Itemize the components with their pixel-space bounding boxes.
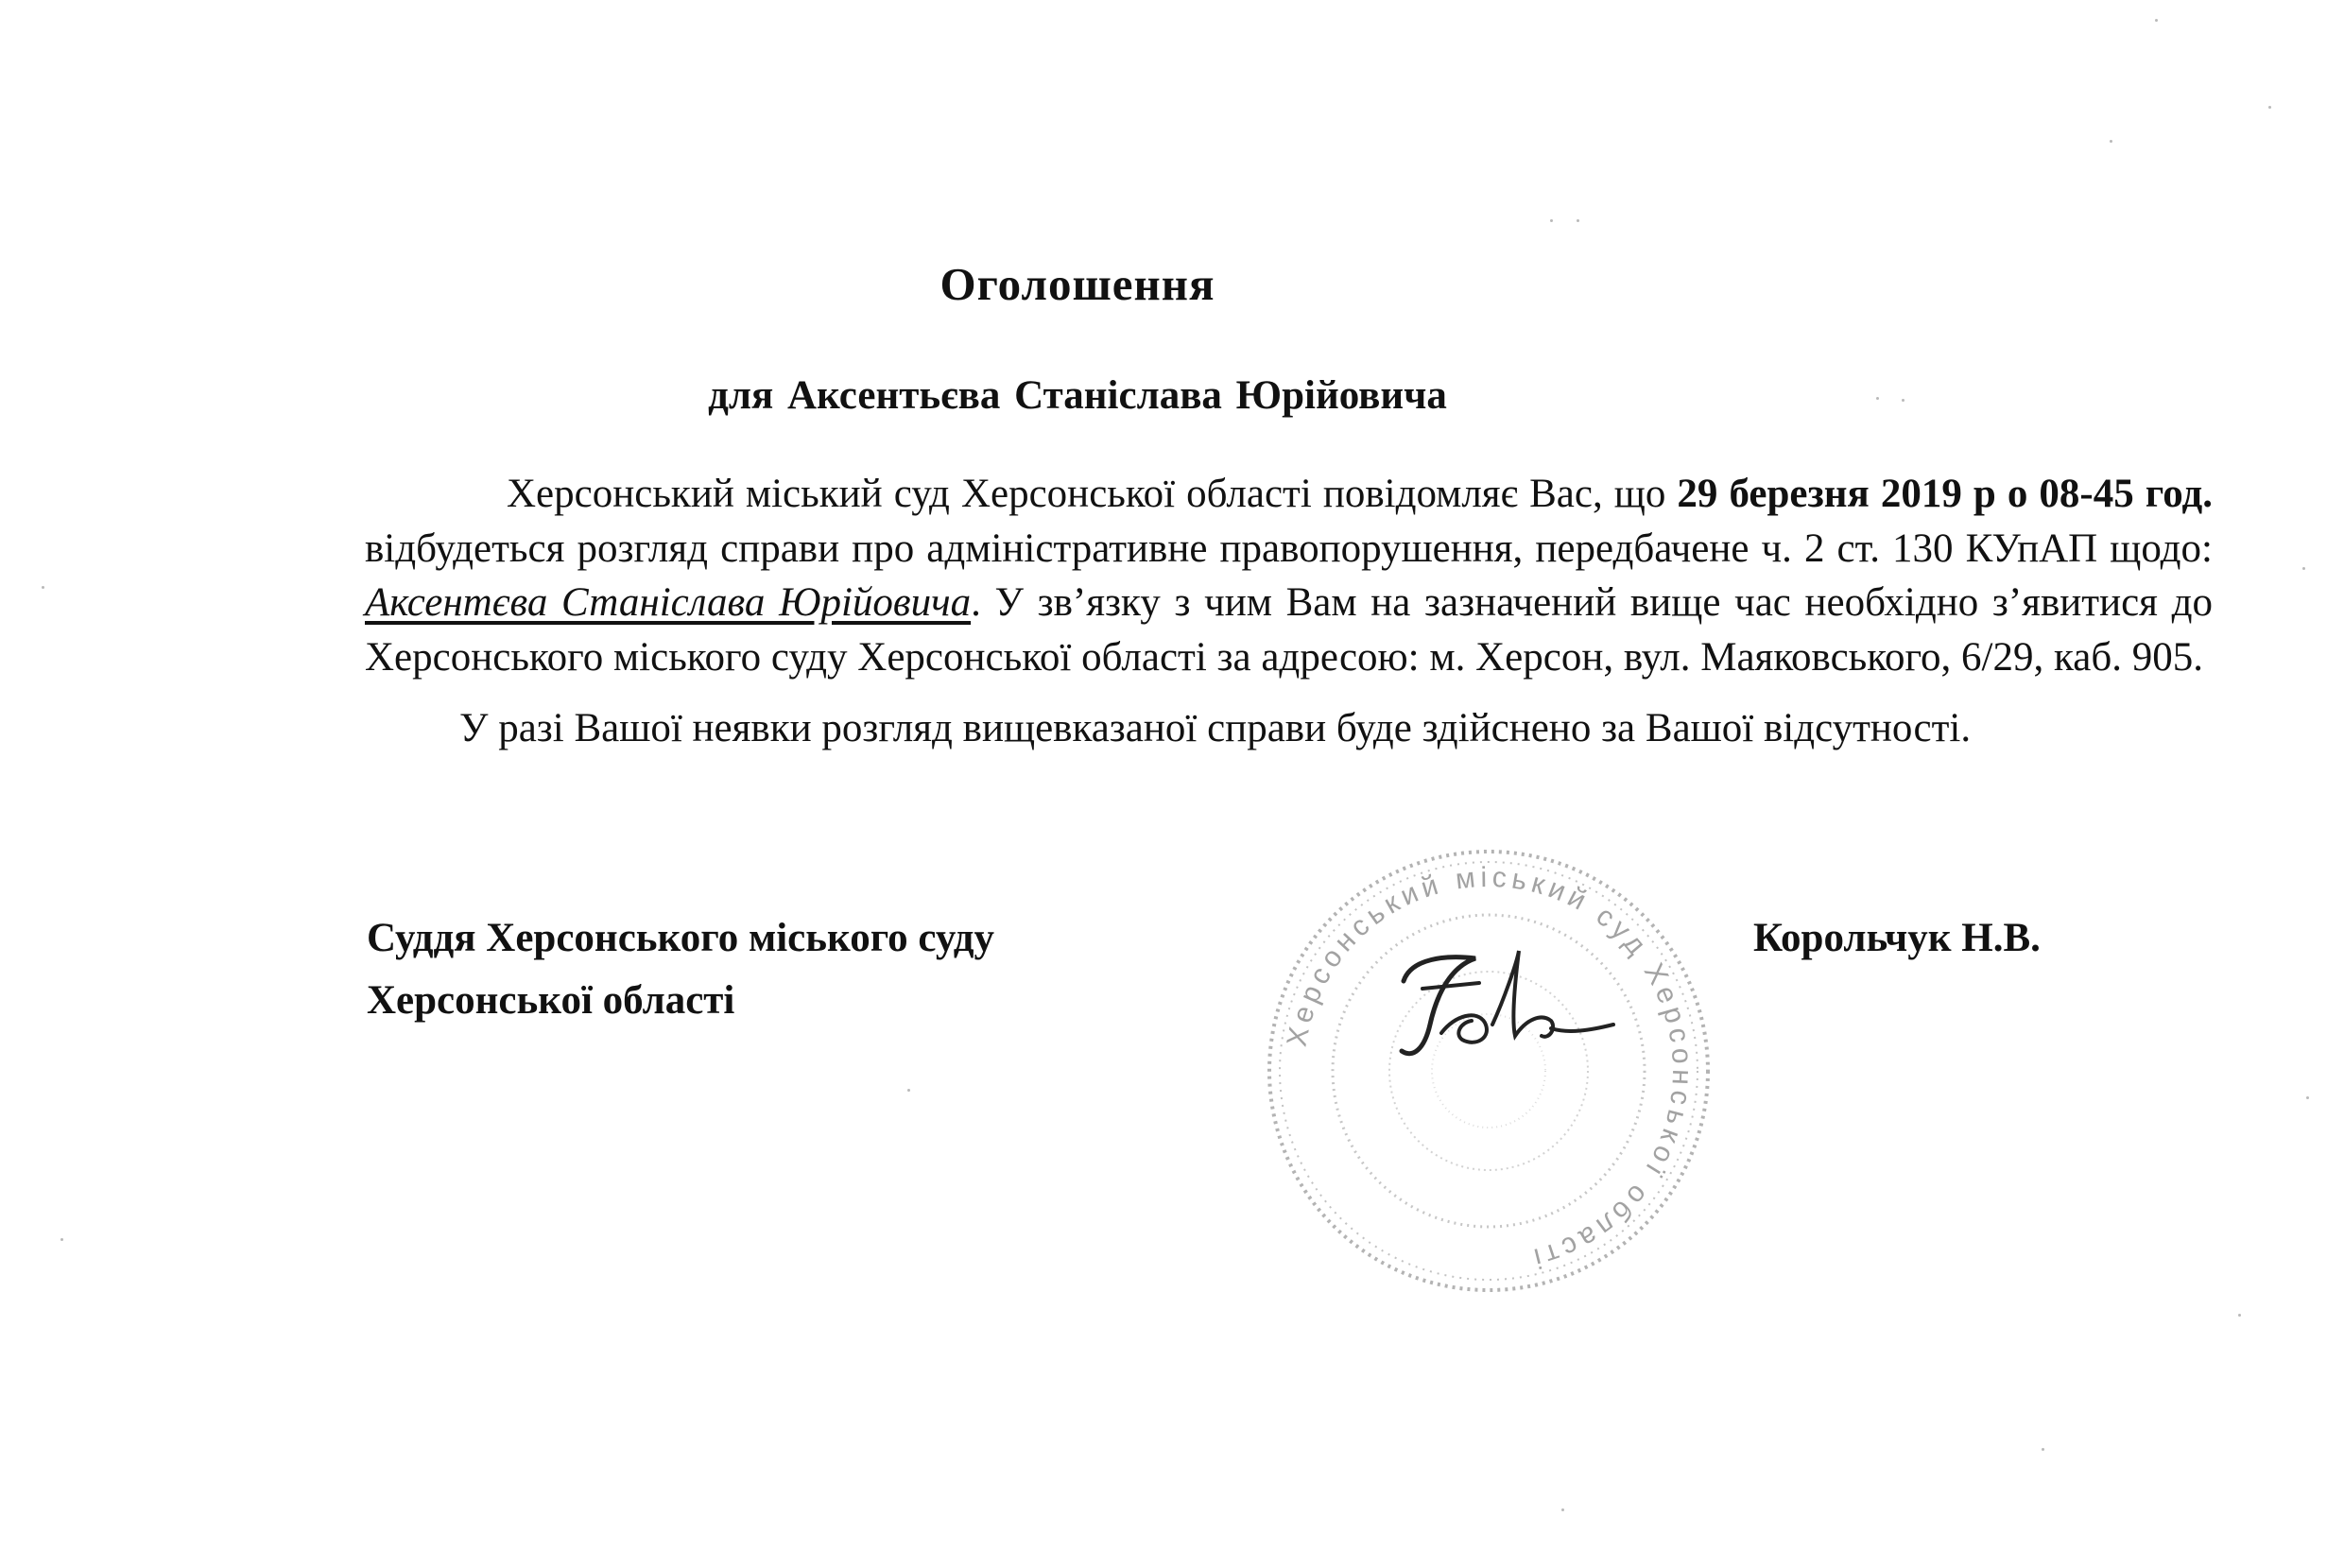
signature-position <box>367 907 994 1032</box>
position-line-2: Херсонської області <box>367 978 735 1023</box>
court-seal-icon <box>1252 839 1725 1302</box>
judge-name: Корольчук Н.В. <box>1753 916 2041 960</box>
notice-text-part1: Херсонський міський суд Херсонської області повідомляє Вас, що <box>507 472 1678 516</box>
svg-text:Херсонський міський суд Херсон <box>1282 862 1698 1275</box>
notice-text-part2: відбудеться розгляд справи про адміністративне правопорушення, передбачене ч. 2 ст. 130 КУпАП щодо: <box>365 526 2213 571</box>
document-body <box>365 467 2213 760</box>
position-line-1: Суддя Херсонського міського суду <box>367 916 994 960</box>
court-seal <box>1252 839 1725 1302</box>
document-addressee: для Аксентьєва Станіслава Юрійовича <box>708 373 1447 418</box>
document-title: Оголошення <box>939 258 1215 310</box>
hearing-date-time: 29 березня 2019 р о 08-45 год. <box>1677 472 2213 516</box>
paragraph-notice <box>365 467 2213 684</box>
paragraph-absence-warning: У разі Вашої неявки розгляд вищевказаної справи буде здійснено за Вашої відсутності. <box>459 706 1972 750</box>
person-name: Аксентєва Станіслава Юрійовича <box>365 580 972 625</box>
notice-text-part3: . У зв’язку з чим Вам на зазначений вище час необхідно з’явитися до Херсонського міського суду Херсонської області за адресою: м. Херсон, вул. Маяковського, 6/29, каб. 905. <box>365 580 2213 680</box>
seal-ring-text: Херсонський міський суд Херсонської області <box>1281 861 1698 1275</box>
